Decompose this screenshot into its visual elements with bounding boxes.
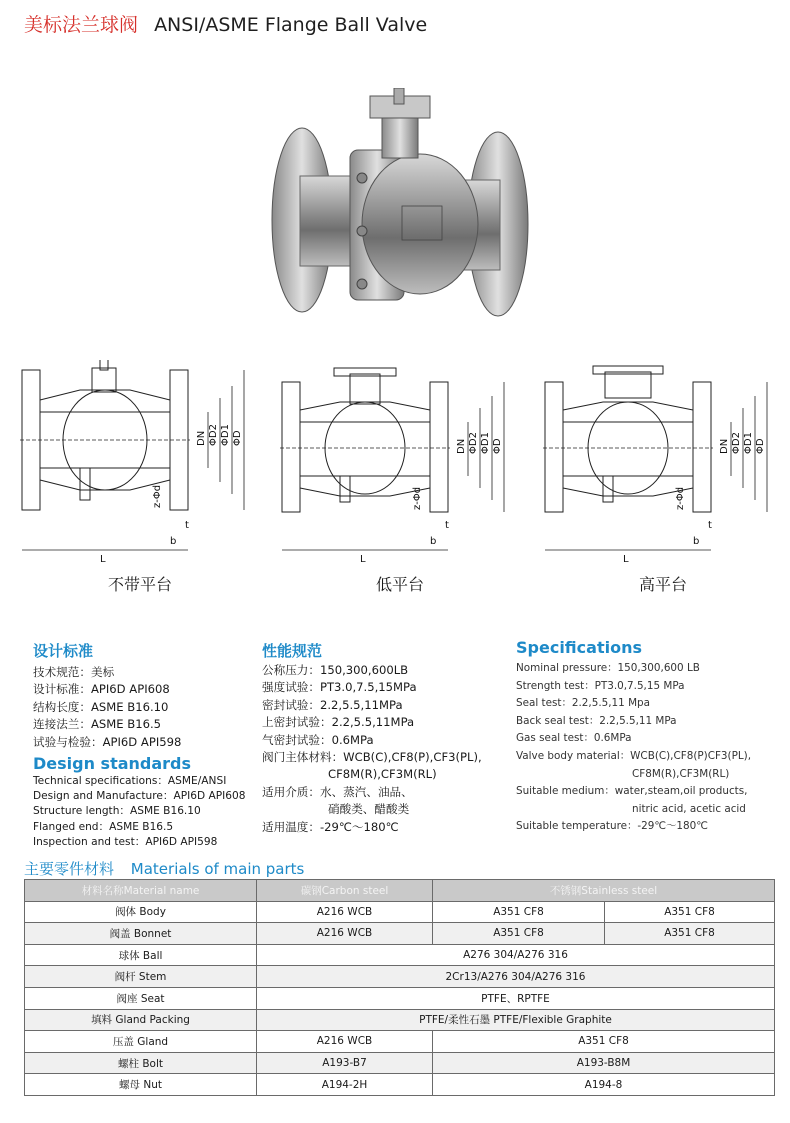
page-title — [24, 10, 427, 37]
material-cell: A351 CF8 — [433, 901, 605, 923]
caption-no-platform: 不带平台 — [107, 575, 172, 594]
dim-b: b — [170, 536, 177, 547]
dim-t: t — [185, 520, 189, 531]
material-part-name: 螺柱 Bolt — [25, 1052, 257, 1074]
material-cell: A216 WCB — [257, 1031, 433, 1053]
list-item: Gas seal test：0.6MPa — [516, 732, 632, 745]
list-item: Suitable temperature：-29℃～180℃ — [516, 820, 708, 833]
valve-photo — [270, 88, 530, 328]
dim-b: b — [693, 536, 700, 547]
material-part-name: 压盖 Gland — [25, 1031, 257, 1053]
dim-d: ΦD — [755, 438, 766, 454]
dim-b: b — [430, 536, 437, 547]
list-item: CF8M(R),CF3M(RL) — [328, 767, 437, 782]
header-material-name: 材料名称Material name — [25, 880, 257, 902]
dim-l: L — [360, 554, 366, 565]
list-item: Technical specifications：ASME/ANSI — [33, 775, 227, 787]
list-item: 硝酸类、醋酸类 — [328, 802, 410, 817]
list-item: Flanged end：ASME B16.5 — [33, 820, 174, 833]
material-cell: A351 CF8 — [433, 1031, 775, 1053]
material-cell: A276 304/A276 316 — [257, 944, 775, 966]
dim-zd: z-Φd — [412, 486, 423, 510]
material-cell: A351 CF8 — [605, 901, 775, 923]
list-item: Design and Manufacture：API6D API608 — [33, 790, 246, 803]
dim-d2: ΦD2 — [731, 432, 742, 454]
table-row — [25, 987, 775, 1009]
title-cn: 美标法兰球阀 — [24, 14, 139, 36]
material-cell: A351 CF8 — [605, 923, 775, 945]
dim-dn: DN — [719, 438, 730, 454]
list-item: 技术规范：美标 — [33, 665, 115, 679]
drawing-low-platform — [280, 360, 520, 565]
material-cell: A216 WCB — [257, 923, 433, 945]
dim-t: t — [708, 520, 712, 531]
dim-d1: ΦD1 — [743, 432, 754, 454]
dim-l: L — [100, 554, 106, 565]
drawing-no-platform — [20, 360, 260, 565]
list-item: Inspection and test：API6D API598 — [33, 835, 218, 848]
design-en-title: Design standards — [33, 754, 192, 773]
dim-t: t — [445, 520, 449, 531]
performance-cn-list — [262, 662, 482, 836]
list-item: Strength test：PT3.0,7.5,15 MPa — [516, 679, 685, 692]
dim-d2: ΦD2 — [468, 432, 479, 454]
design-cn-title: 设计标准 — [33, 642, 94, 660]
material-part-name: 阀盖 Bonnet — [25, 923, 257, 945]
material-cell: A216 WCB — [257, 901, 433, 923]
dim-dn: DN — [196, 430, 207, 446]
table-row — [25, 944, 775, 966]
list-item: Suitable medium：water,steam,oil products, — [516, 785, 748, 798]
table-row — [25, 966, 775, 988]
caption-low-platform: 低平台 — [375, 575, 424, 594]
table-row — [25, 1031, 775, 1053]
specifications-en-title: Specifications — [516, 638, 642, 657]
dim-zd: z-Φd — [675, 486, 686, 510]
drawing-high-platform — [543, 360, 783, 565]
caption-high-platform: 高平台 — [638, 575, 687, 594]
list-item: 密封试验：2.2,5.5,11MPa — [262, 697, 403, 712]
dim-l: L — [623, 554, 629, 565]
material-part-name: 填料 Gland Packing — [25, 1009, 257, 1031]
list-item: 结构长度：ASME B16.10 — [33, 699, 169, 714]
list-item: Structure length：ASME B16.10 — [33, 805, 201, 818]
material-part-name: 螺母 Nut — [25, 1074, 257, 1096]
material-cell: A193-B7 — [257, 1052, 433, 1074]
dim-d1: ΦD1 — [220, 424, 231, 446]
materials-table — [24, 879, 775, 1096]
material-cell: PTFE/柔性石墨 PTFE/Flexible Graphite — [257, 1009, 775, 1031]
material-cell: A194-8 — [433, 1074, 775, 1096]
performance-cn-title: 性能规范 — [262, 642, 323, 660]
list-item: 强度试验：PT3.0,7.5,15MPa — [262, 680, 417, 695]
title-en: ANSI/ASME Flange Ball Valve — [154, 14, 428, 36]
list-item: Nominal pressure：150,300,600 LB — [516, 662, 700, 674]
list-item: 气密封试验：0.6MPa — [262, 732, 374, 747]
material-cell: A351 CF8 — [433, 923, 605, 945]
materials-title-en: Materials of main parts — [130, 860, 305, 878]
list-item: 设计标准：API6D API608 — [33, 682, 170, 697]
list-item: 试验与检验：API6D API598 — [33, 734, 182, 749]
material-cell: 2Cr13/A276 304/A276 316 — [257, 966, 775, 988]
design-cn-list — [33, 664, 181, 751]
table-row — [25, 923, 775, 945]
list-item: Valve body material：WCB(C),CF8(P)CF3(PL), — [516, 749, 752, 762]
material-part-name: 阀体 Body — [25, 901, 257, 923]
list-item: 阀门主体材料：WCB(C),CF8(P),CF3(PL), — [262, 749, 482, 764]
dim-d2: ΦD2 — [208, 424, 219, 446]
material-cell: A194-2H — [257, 1074, 433, 1096]
header-stainless-steel: 不锈钢Stainless steel — [433, 880, 775, 902]
list-item: Back seal test：2.2,5.5,11 MPa — [516, 714, 677, 727]
list-item: 上密封试验：2.2,5.5,11MPa — [262, 715, 415, 730]
material-cell: PTFE、RPTFE — [257, 987, 775, 1009]
list-item: Seal test：2.2,5.5,11 Mpa — [516, 697, 650, 710]
dim-dn: DN — [456, 438, 467, 454]
list-item: 公称压力：150,300,600LB — [262, 663, 409, 677]
table-row — [25, 1074, 775, 1096]
list-item: 适用介质：水、蒸汽、油品、 — [262, 784, 413, 799]
design-en-list — [33, 774, 245, 850]
table-header-row — [25, 880, 775, 902]
list-item: nitric acid, acetic acid — [632, 802, 746, 815]
material-cell: A193-B8M — [433, 1052, 775, 1074]
list-item: 适用温度：-29℃～180℃ — [262, 819, 399, 834]
dim-d1: ΦD1 — [480, 432, 491, 454]
material-part-name: 阀座 Seat — [25, 987, 257, 1009]
dim-d: ΦD — [232, 430, 243, 446]
dim-d: ΦD — [492, 438, 503, 454]
table-row — [25, 901, 775, 923]
list-item: 连接法兰：ASME B16.5 — [33, 717, 162, 732]
material-part-name: 阀杆 Stem — [25, 966, 257, 988]
specifications-en-list — [516, 660, 751, 836]
materials-title-cn: 主要零件材料 — [24, 860, 115, 878]
list-item: CF8M(R),CF3M(RL) — [632, 767, 730, 780]
dim-zd: z-Φd — [152, 484, 163, 508]
material-part-name: 球体 Ball — [25, 944, 257, 966]
table-row — [25, 1052, 775, 1074]
table-row — [25, 1009, 775, 1031]
header-carbon-steel: 碳钢Carbon steel — [257, 880, 433, 902]
materials-title — [24, 858, 304, 879]
